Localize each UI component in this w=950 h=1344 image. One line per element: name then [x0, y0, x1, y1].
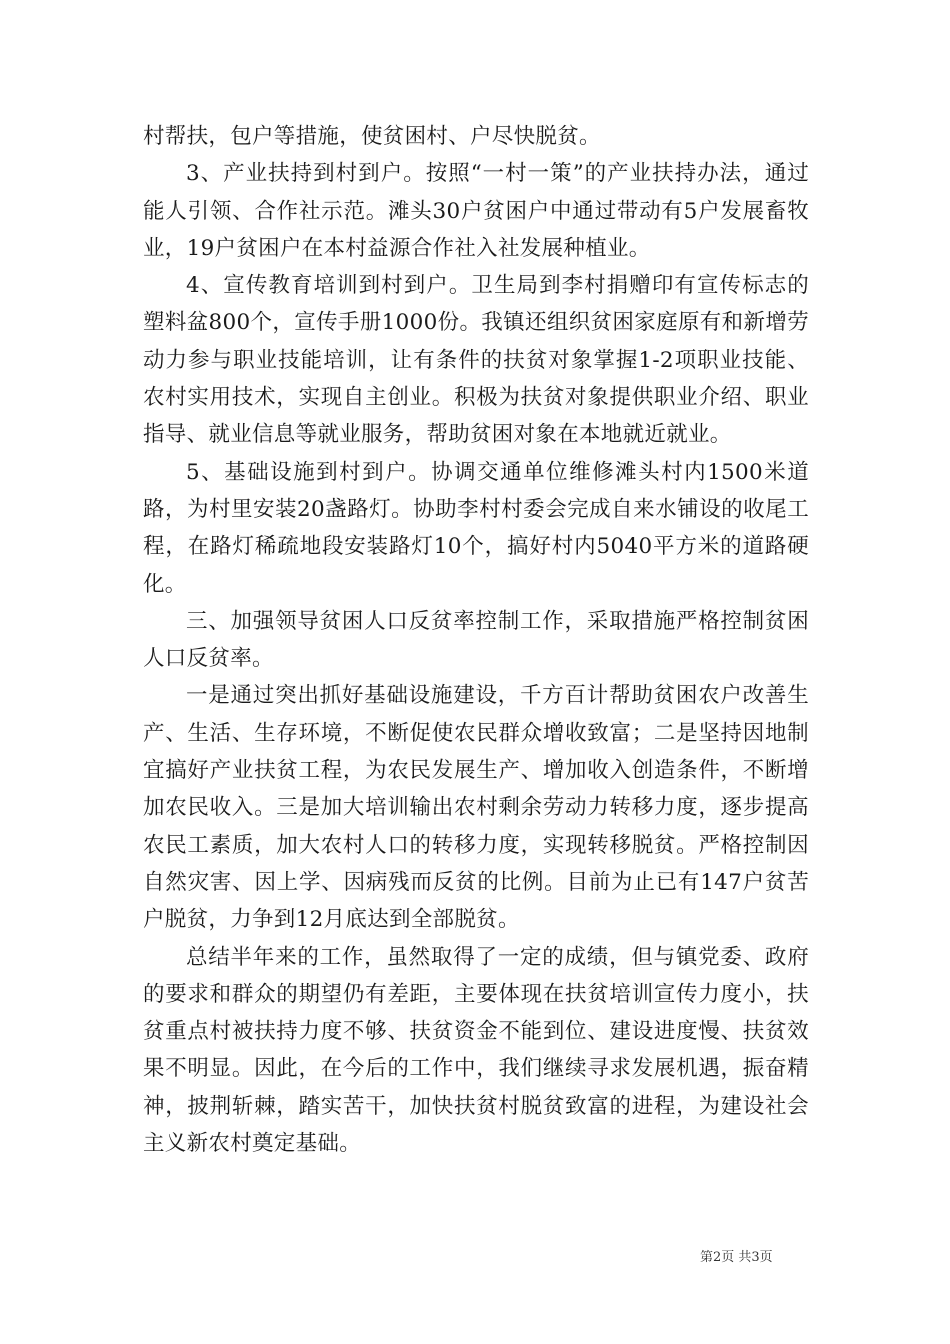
paragraph-education-training: 4、宣传教育培训到村到户。卫生局到李村捐赠印有宣传标志的塑料盆800个，宣传手册1000份。我镇还组织贫困家庭原有和新增劳动力参与职业技能培训，让有条件的扶贫对象掌握1-2项职业技能、农村实用技术，实现自主创业。积极为扶贫对象提供职业介绍、职业指导、就业信息等就业服务，帮助贫困对象在本地就近就业。	[143, 273, 809, 448]
paragraph-summary: 总结半年来的工作，虽然取得了一定的成绩，但与镇党委、政府的要求和群众的期望仍有差距，主要体现在扶贫培训宣传力度小，扶贫重点村被扶持力度不够、扶贫资金不能到位、建设进度慢、扶贫效果不明显。因此，在今后的工作中，我们继续寻求发展机遇，振奋精神，披荆斩棘，踏实苦干，加快扶贫村脱贫致富的进程，为建设社会主义新农村奠定基础。	[143, 944, 809, 1157]
page-number-footer: 第2页 共3页	[700, 1250, 773, 1265]
section-heading-three: 三、加强领导贫困人口反贫率控制工作，采取措施严格控制贫困人口反贫率。	[143, 608, 809, 672]
paragraph-infrastructure: 5、基础设施到村到户。协调交通单位维修滩头村内1500米道路，为村里安装20盏路灯。协助李村村委会完成自来水铺设的收尾工程，在路灯稀疏地段安装路灯10个，搞好村内5040平方米的道路硬化。	[143, 459, 809, 597]
paragraph-measures: 一是通过突出抓好基础设施建设，千方百计帮助贫困农户改善生产、生活、生存环境，不断促使农民群众增收致富；二是坚持因地制宜搞好产业扶贫工程，为农民发展生产、增加收入创造条件，不断增加农民收入。三是加大培训输出农村剩余劳动力转移力度，逐步提高农民工素质，加大农村人口的转移力度，实现转移脱贫。严格控制因自然灾害、因上学、因病残而反贫的比例。目前为止已有147户贫苦户脱贫，力争到12月底达到全部脱贫。	[143, 683, 809, 933]
document-body	[143, 118, 809, 1162]
paragraph-industry-support: 3、产业扶持到村到户。按照“一村一策”的产业扶持办法，通过能人引领、合作社示范。滩头30户贫困户中通过带动有5户发展畜牧业，19户贫困户在本村益源合作社入社发展种植业。	[143, 161, 809, 261]
paragraph-continuation: 村帮扶，包户等措施，使贫困村、户尽快脱贫。	[143, 124, 601, 149]
